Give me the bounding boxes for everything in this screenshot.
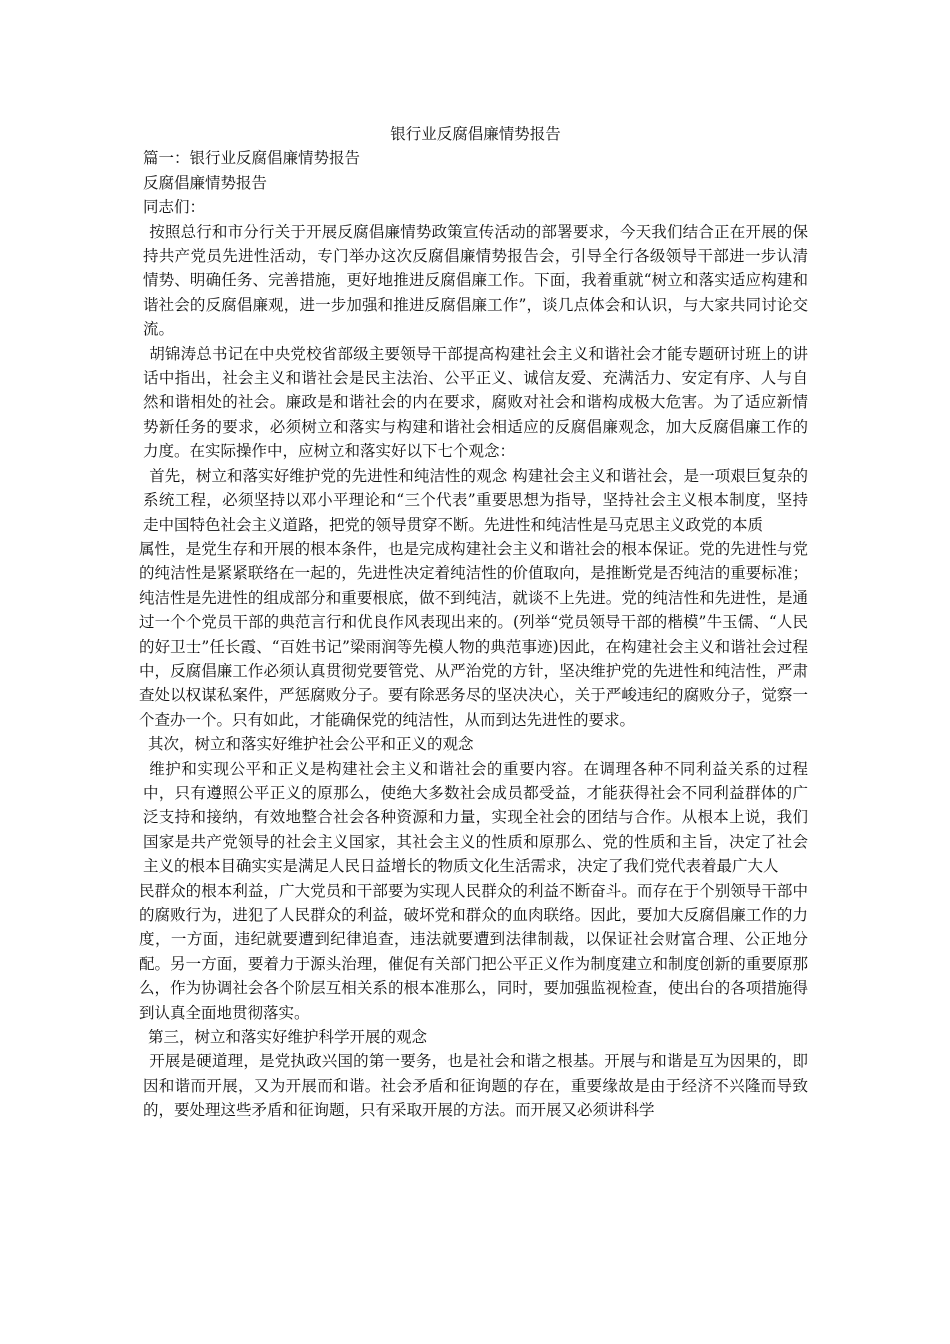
- paragraph-second-point-continued: 民群众的根本利益，广大党员和干部要为实现人民群众的利益不断奋斗。而存在于个别领导干部中的腐败行为，进犯了人民群众的利益，破坏党和群众的血肉联络。因此，要加大反腐倡廉工作的力度，一方面，违纪就要遭到纪律追查，违法就要遭到法律制裁，以保证社会财富合理、公正地分配。另一方面，要着力于源头治理，催促有关部门把公平正义作为制度建立和制度创新的重要原那么，作为协调社会各个阶层互相关系的根本准那么，同时，要加强监视检查，使出台的各项措施得到认真全面地贯彻落实。: [139, 881, 808, 1022]
- paragraph-first-point: 首先，树立和落实好维护党的先进性和纯洁性的观念 构建社会主义和谐社会，是一项艰巨复杂的系统工程，必须坚持以邓小平理论和“三个代表”重要思想为指导，坚持社会主义根本制度，坚持走中国特色社会主义道路，把党的领导贯穿不断。先进性和纯洁性是马克思主义政党的本质: [143, 466, 808, 534]
- paragraph-intro: 按照总行和市分行关于开展反腐倡廉情势政策宣传活动的部署要求，今天我们结合正在开展的保持共产党员先进性活动，专门举办这次反腐倡廉情势报告会，引导全行各级领导干部进一步认清情势、明确任务、完善措施，更好地推进反腐倡廉工作。下面，我着重就“树立和落实适应构建和谐社会的反腐倡廉观，进一步加强和推进反腐倡廉工作”，谈几点体会和认识，与大家共同讨论交流。: [143, 222, 808, 339]
- second-point-heading: 其次，树立和落实好维护社会公平和正义的观念: [148, 735, 474, 754]
- section-heading: 篇一：银行业反腐倡廉情势报告: [143, 149, 361, 168]
- paragraph-context: 胡锦涛总书记在中央党校省部级主要领导干部提高构建社会主义和谐社会才能专题研讨班上的讲话中指出，社会主义和谐社会是民主法治、公平正义、诚信友爱、充满活力、安定有序、人与自然和谐相处的社会。廉政是和谐社会的内在要求，腐败对社会和谐构成极大危害。为了适应新情势新任务的要求，必须树立和落实与构建和谐社会相适应的反腐倡廉观念，加大反腐倡廉工作的力度。在实际操作中，应树立和落实好以下七个观念：: [143, 344, 808, 461]
- third-point-heading: 第三，树立和落实好维护科学开展的观念: [148, 1028, 428, 1047]
- document-title: 银行业反腐倡廉情势报告: [390, 125, 561, 143]
- salutation: 同志们：: [143, 198, 206, 217]
- paragraph-third-point: 开展是硬道理，是党执政兴国的第一要务，也是社会和谐之根基。开展与和谐是互为因果的，即因和谐而开展，又为开展而和谐。社会矛盾和征询题的存在，重要缘故是由于经济不兴隆而导致的，要处理这些矛盾和征询题，只有采取开展的方法。而开展又必须讲科学: [143, 1052, 808, 1120]
- paragraph-second-point: 维护和实现公平和正义是构建社会主义和谐社会的重要内容。在调理各种不同利益关系的过程中，只有遵照公平正义的原那么，使绝大多数社会成员都受益，才能获得社会不同利益群体的广泛支持和接纳，有效地整合社会各种资源和力量，实现全社会的团结与合作。从根本上说，我们国家是共产党领导的社会主义国家，其社会主义的性质和原那么、党的性质和主旨，决定了社会主义的根本目确实实是满足人民日益增长的物质文化生活需求，决定了我们党代表着最广大人: [143, 759, 808, 876]
- document-page: [139, 122, 808, 1123]
- paragraph-first-point-continued: 属性，是党生存和开展的根本条件，也是完成构建社会主义和谐社会的根本保证。党的先进性与党的纯洁性是紧紧联络在一起的，先进性决定着纯洁性的价值取向，是推断党是否纯洁的重要标准；纯洁性是先进性的组成部分和重要根底，做不到纯洁，就谈不上先进。党的纯洁性和先进性，是通过一个个党员干部的典范言行和优良作风表现出来的。(列举“党员领导干部的楷模”牛玉儒、“人民的好卫士”任长霞、“百姓书记”梁雨润等先模人物的典范事迹)因此，在构建社会主义和谐社会过程中，反腐倡廉工作必须认真贯彻党要管党、从严治党的方针，坚决维护党的先进性和纯洁性，严肃查处以权谋私案件，严惩腐败分子。要有除恶务尽的坚决决心，关于严峻违纪的腐败分子，觉察一个查办一个。只有如此，才能确保党的纯洁性，从而到达先进性的要求。: [139, 539, 808, 729]
- report-title: 反腐倡廉情势报告: [143, 173, 268, 192]
